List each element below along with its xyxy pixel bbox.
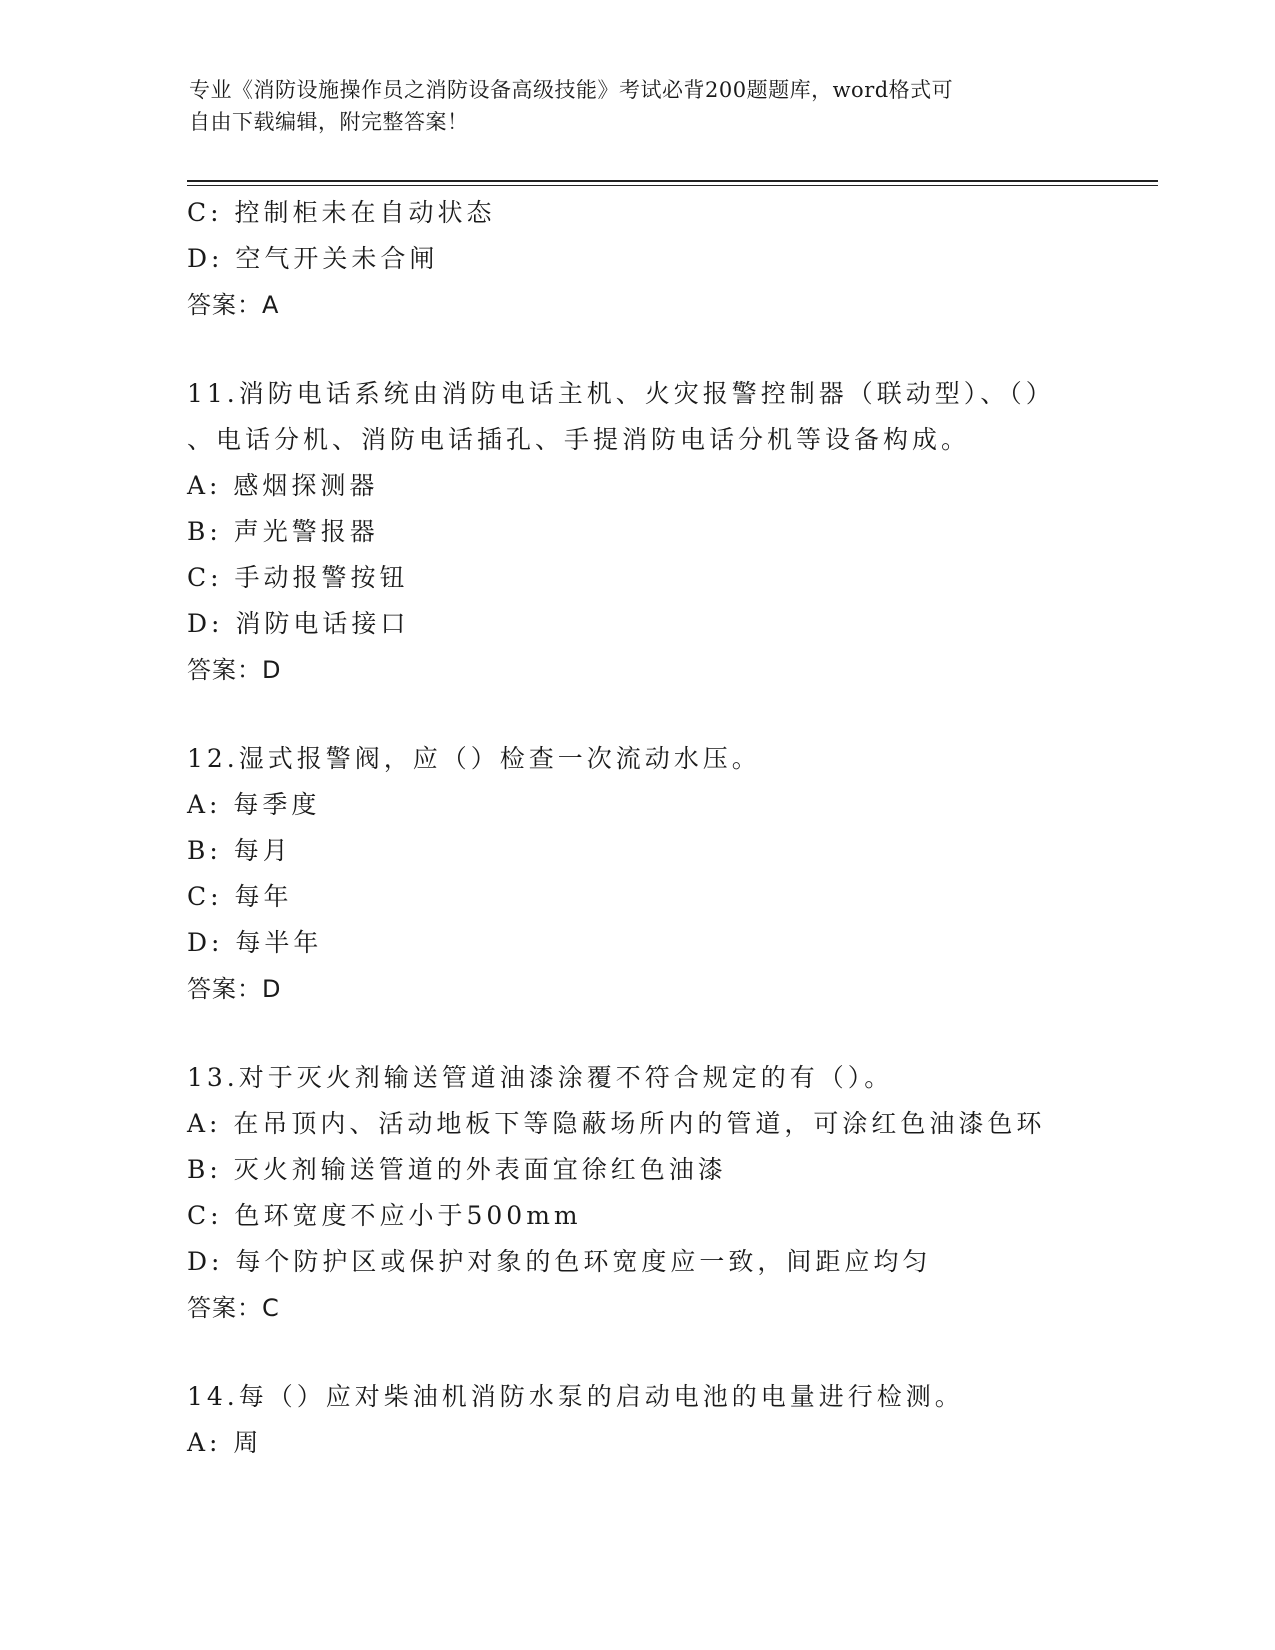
option-b: B: 声光警报器 xyxy=(187,517,379,546)
header-divider-thin xyxy=(187,185,1158,186)
question-13 xyxy=(187,1055,1147,1331)
answer-line: 答案：D xyxy=(187,656,282,684)
answer-line: 答案：D xyxy=(187,975,282,1003)
answer-line: 答案：C xyxy=(187,1294,280,1322)
header-divider-thick xyxy=(187,180,1158,182)
spacer xyxy=(187,1012,1147,1055)
option-a: A: 周 xyxy=(187,1428,263,1457)
option-a: A: 在吊顶内、活动地板下等隐蔽场所内的管道，可涂红色油漆色环 xyxy=(187,1109,1046,1138)
question-11 xyxy=(187,371,1147,693)
option-d: D: 每半年 xyxy=(187,928,323,957)
option-a: A: 每季度 xyxy=(187,790,321,819)
question-stem: 11.消防电话系统由消防电话主机、火灾报警控制器（联动型）、（） xyxy=(187,379,1055,408)
option-a: A: 感烟探测器 xyxy=(187,471,379,500)
option-d: D: 消防电话接口 xyxy=(187,609,410,638)
carryover-block xyxy=(187,190,1147,328)
option-d: D: 空气开关未合闸 xyxy=(187,244,439,273)
option-c: C: 控制柜未在自动状态 xyxy=(187,198,496,227)
option-c: C: 手动报警按钮 xyxy=(187,563,409,592)
question-stem: 13.对于灭火剂输送管道油漆涂覆不符合规定的有（）。 xyxy=(187,1063,894,1092)
spacer xyxy=(187,328,1147,371)
spacer xyxy=(187,693,1147,736)
option-b: B: 每月 xyxy=(187,836,292,865)
question-stem: 14.每（）应对柴油机消防水泵的启动电池的电量进行检测。 xyxy=(187,1382,964,1411)
question-12 xyxy=(187,736,1147,1012)
question-stem: 12.湿式报警阀，应（）检查一次流动水压。 xyxy=(187,744,761,773)
option-b: B: 灭火剂输送管道的外表面宜徐红色油漆 xyxy=(187,1155,727,1184)
header-title-line-2: 自由下载编辑，附完整答案！ xyxy=(189,110,469,134)
header-title-line-1: 专业《消防设施操作员之消防设备高级技能》考试必背200题题库，word格式可 xyxy=(189,78,954,102)
answer-line: 答案：A xyxy=(187,291,280,319)
spacer xyxy=(187,1331,1147,1374)
question-content xyxy=(187,190,1147,1466)
document-header xyxy=(189,74,1089,138)
option-c: C: 色环宽度不应小于500mm xyxy=(187,1201,582,1230)
question-14 xyxy=(187,1374,1147,1466)
question-stem-continued: 、电话分机、消防电话插孔、手提消防电话分机等设备构成。 xyxy=(187,425,971,454)
option-d: D: 每个防护区或保护对象的色环宽度应一致，间距应均匀 xyxy=(187,1247,932,1276)
option-c: C: 每年 xyxy=(187,882,293,911)
